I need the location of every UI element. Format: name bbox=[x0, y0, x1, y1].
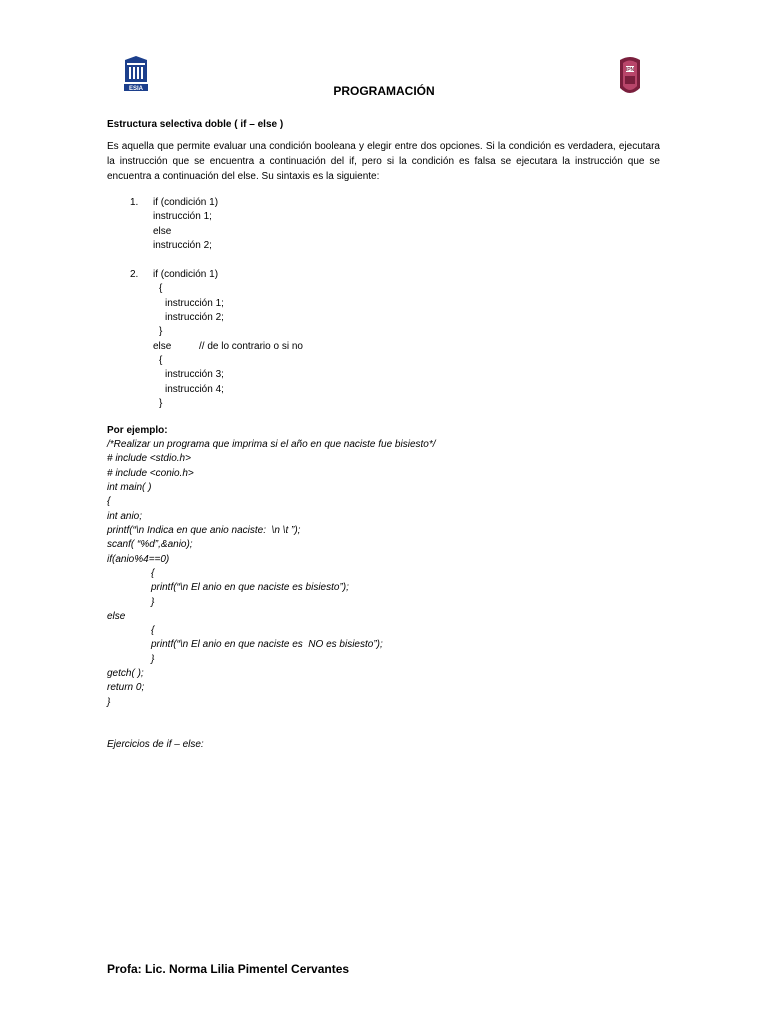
syntax1-line: if (condición 1) bbox=[153, 197, 219, 208]
exercises-label: Ejercicios de if – else: bbox=[107, 739, 204, 750]
syntax2-line: { bbox=[159, 283, 163, 294]
code-line: printf(“\n Indica en que anio naciste: \n \t ”); bbox=[107, 525, 301, 536]
syntax1-line: instrucción 1; bbox=[153, 211, 212, 222]
code-line: getch( ); bbox=[107, 668, 144, 679]
syntax1-number: 1. bbox=[130, 197, 139, 208]
syntax2-line: else bbox=[153, 341, 172, 352]
intro-paragraph: Es aquella que permite evaluar una condición booleana y elegir entre dos opciones. Si la condición es verdadera, ejecutara la instrucción que se encuentra a continuación del if, pero si la condición es falsa se ejecutara la instrucción que se encuentra a continuación del else. Su sintaxis es la siguiente: bbox=[107, 141, 660, 182]
syntax2-line: if (condición 1) bbox=[153, 269, 219, 280]
syntax1-line: else bbox=[153, 226, 172, 237]
syntax2-line: instrucción 3; bbox=[165, 369, 224, 380]
syntax2-line: instrucción 4; bbox=[165, 384, 224, 395]
code-line: printf(“\n El anio en que naciste es NO es bisiesto”); bbox=[151, 639, 383, 650]
code-line: { bbox=[151, 625, 155, 636]
syntax2-line: { bbox=[159, 355, 163, 366]
syntax2-line: instrucción 2; bbox=[165, 312, 224, 323]
code-line: { bbox=[151, 568, 155, 579]
syntax2-line: } bbox=[159, 398, 163, 409]
syntax1-line: instrucción 2; bbox=[153, 240, 212, 251]
code-line: int main( ) bbox=[107, 482, 152, 493]
code-line: return 0; bbox=[107, 682, 145, 693]
code-line: # include <conio.h> bbox=[107, 468, 194, 479]
code-line: # include <stdio.h> bbox=[107, 453, 191, 464]
code-line: } bbox=[107, 697, 111, 708]
esia-logo-text: ESIA bbox=[128, 86, 144, 92]
syntax2-line: instrucción 1; bbox=[165, 298, 224, 309]
code-line: } bbox=[151, 654, 155, 665]
page-title: PROGRAMACIÓN bbox=[333, 84, 435, 98]
code-line: else bbox=[107, 611, 126, 622]
code-line: /*Realizar un programa que imprima si el año en que naciste fue bisiesto*/ bbox=[107, 439, 436, 450]
example-label: Por ejemplo: bbox=[107, 425, 168, 436]
syntax2-line: } bbox=[159, 326, 163, 337]
svg-text:IPN: IPN bbox=[625, 67, 635, 73]
code-line: int anio; bbox=[107, 511, 143, 522]
syntax2-comment: // de lo contrario o si no bbox=[199, 341, 303, 352]
code-line: { bbox=[107, 496, 111, 507]
code-line: } bbox=[151, 597, 155, 608]
code-line: if(anio%4==0) bbox=[107, 554, 170, 565]
syntax2-number: 2. bbox=[130, 269, 139, 280]
section-heading: Estructura selectiva doble ( if – else ) bbox=[107, 119, 284, 130]
code-line: scanf( “%d”,&anio); bbox=[107, 539, 193, 550]
footer-author: Profa: Lic. Norma Lilia Pimentel Cervantes bbox=[107, 962, 350, 976]
code-line: printf(“\n El anio en que naciste es bisiesto”); bbox=[151, 582, 349, 593]
